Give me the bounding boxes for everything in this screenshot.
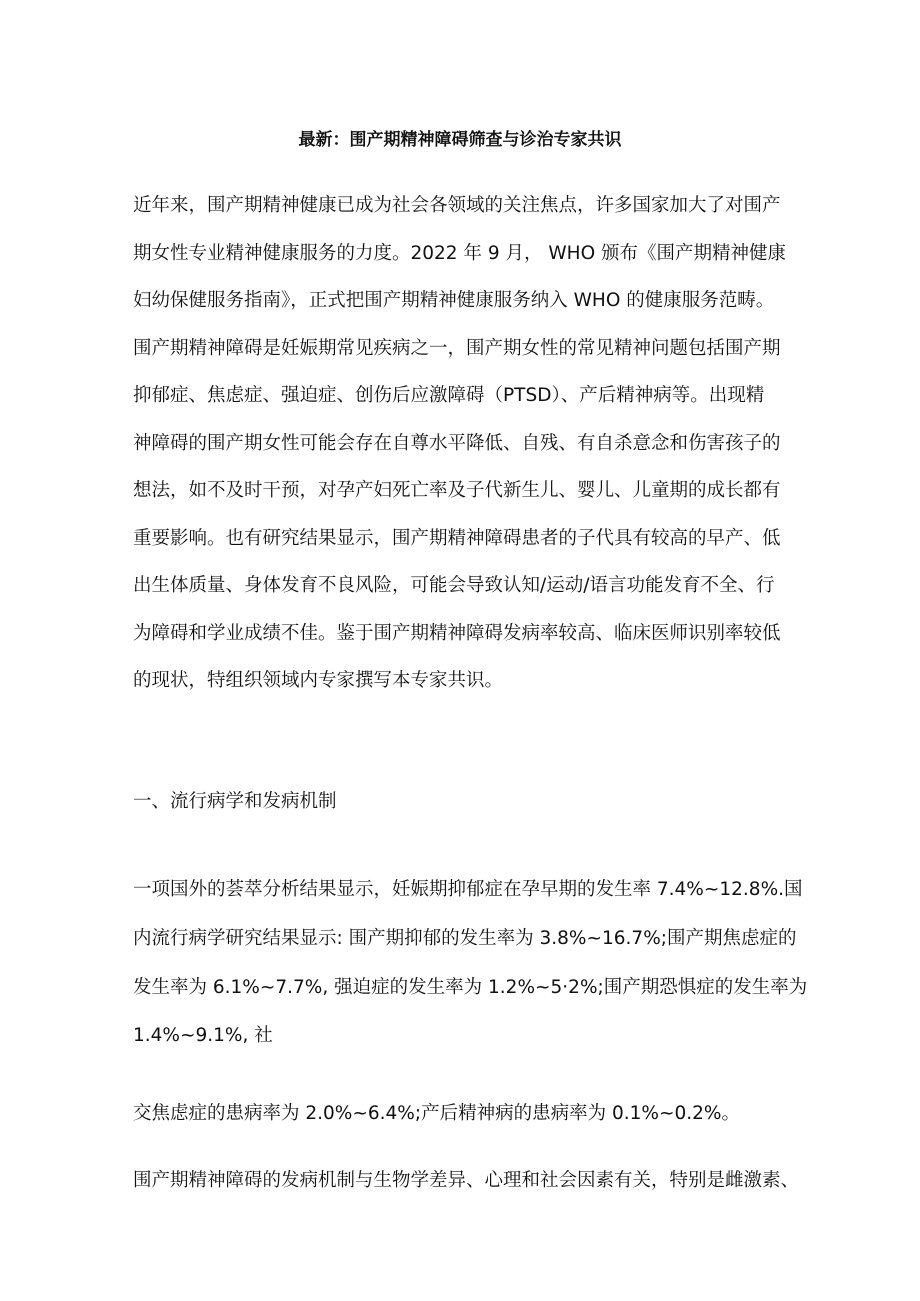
section-heading [133, 778, 793, 826]
paragraph-line: 想法，如不及时干预，对孕产妇死亡率及子代新生儿、婴儿、儿童期的成长都有 [133, 480, 781, 501]
paragraph-line: 围产期精神障碍是妊娠期常见疾病之一，围产期女性的常见精神问题包括围产期 [133, 337, 781, 359]
paragraph-line: 出生体质量、身体发育不良风险，可能会导致认知/运动/语言功能发育不全、行 [133, 575, 775, 596]
paragraph-line: 一项国外的荟萃分析结果显示，妊娠期抑郁症在孕早期的发生率 7.4%~12.8%.国 [133, 879, 803, 900]
paragraph-line: 重要影响。也有研究结果显示，围产期精神障碍患者的子代具有较高的早产、低 [133, 527, 781, 549]
paragraph-line: 内流行病学研究结果显示: 围产期抑郁的发生率为 3.8%~16.7%;围产期焦虑症的 [133, 927, 797, 949]
paragraph-line: 1.4%~9.1%, 社 [133, 1025, 273, 1047]
paragraph-line: 抑郁症、焦虑症、强迫症、创伤后应激障碍（PTSD）、产后精神病等。出现精 [133, 385, 765, 406]
document-title: 最新：围产期精神障碍筛查与诊治专家共识 [298, 130, 622, 150]
paragraph-line: 围产期精神障碍的发病机制与生物学差异、心理和社会因素有关，特别是雌激素、 [133, 1170, 800, 1191]
section-heading-text: 一、流行病学和发病机制 [133, 791, 337, 812]
paragraph-line: 近年来，围产期精神健康已成为社会各领域的关注焦点，许多国家加大了对围产 [133, 195, 781, 216]
paragraph-line: 神障碍的围产期女性可能会存在自尊水平降低、自残、有自杀意念和伤害孩子的 [133, 432, 781, 454]
paragraph-line: 为障碍和学业成绩不佳。鉴于围产期精神障碍发病率较高、临床医师识别率较低 [133, 622, 781, 644]
epidemiology-paragraph [133, 866, 808, 1061]
paragraph-line: 的现状，特组织领域内专家撰写本专家共识。 [133, 670, 504, 691]
paragraph-line: 妇幼保健服务指南》，正式把围产期精神健康服务纳入 WHO 的健康服务范畴。 [133, 290, 775, 311]
intro-paragraph [133, 182, 793, 705]
social-anxiety-paragraph [133, 1090, 793, 1138]
paragraph-line: 交焦虑症的患病率为 2.0%~6.4%;产后精神病的患病率为 0.1%~0.2%。 [133, 1103, 740, 1124]
paragraph-line: 发生率为 6.1%~7.7%, 强迫症的发生率为 1.2%~5·2%;围产期恐惧症的发生率为 [133, 976, 808, 998]
mechanism-paragraph [133, 1157, 800, 1205]
paragraph-line: 期女性专业精神健康服务的力度。2022 年 9 月， WHO 颁布《围产期精神健康 [133, 242, 787, 264]
